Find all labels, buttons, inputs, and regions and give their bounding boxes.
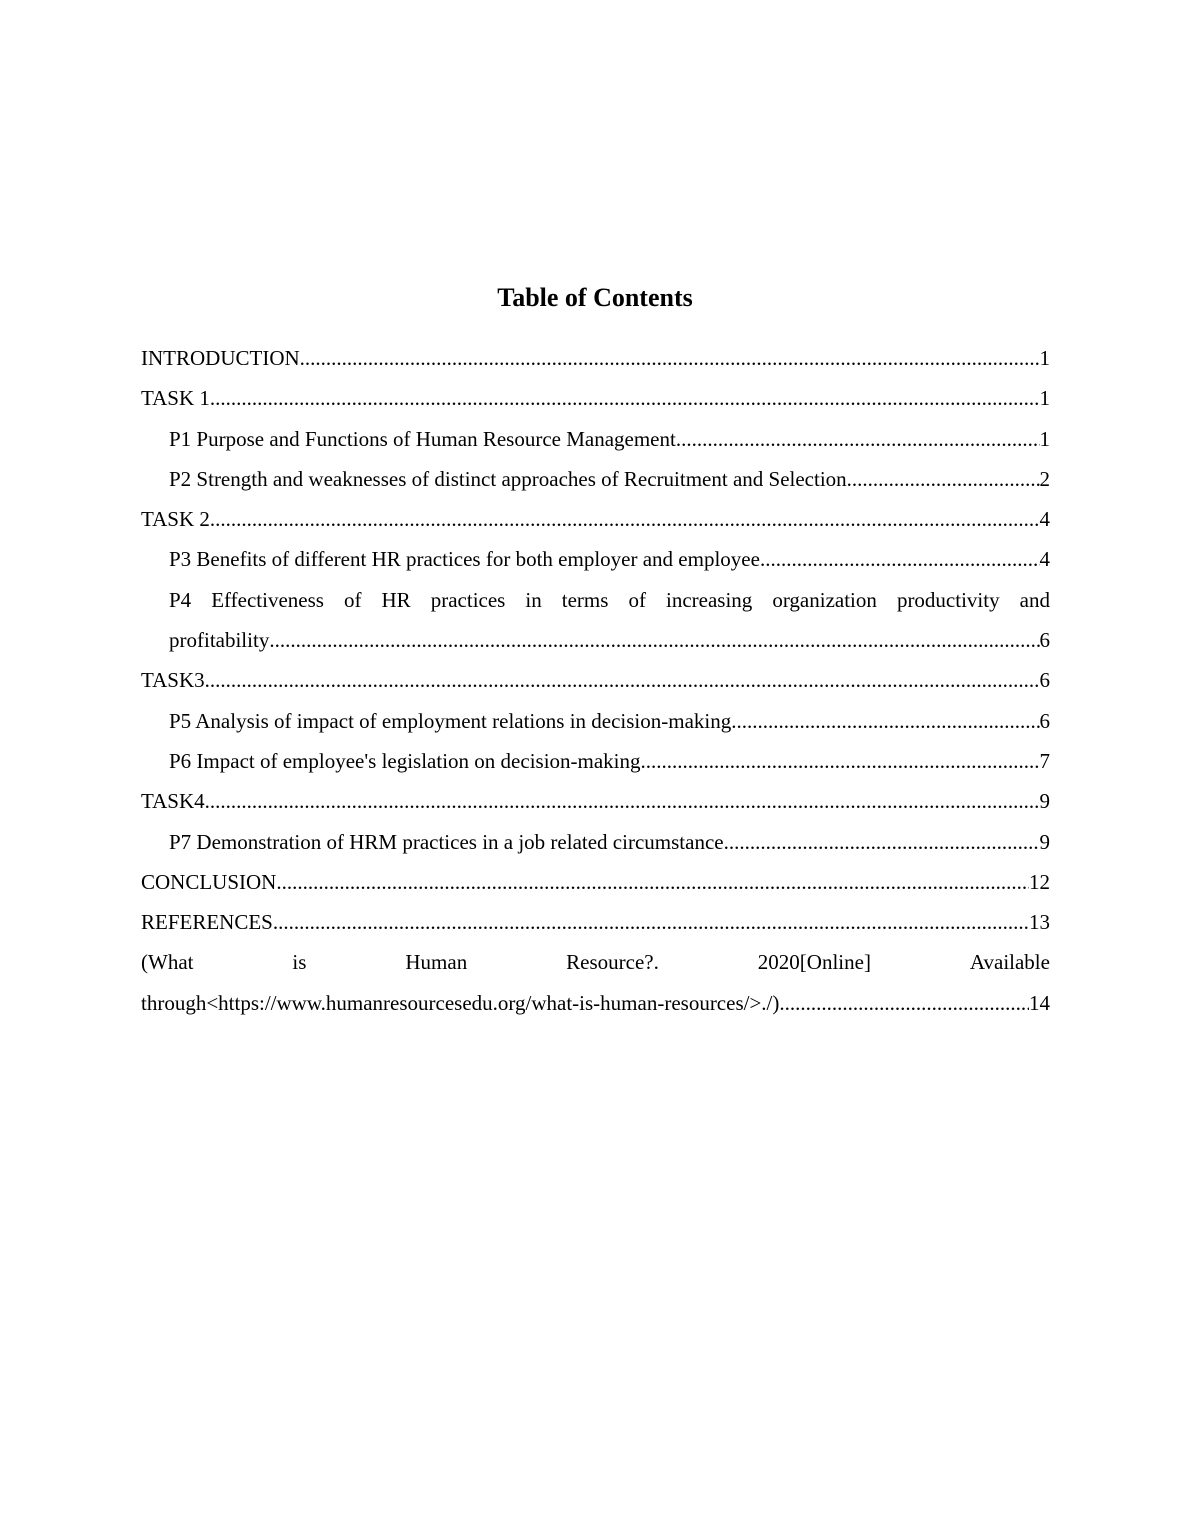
toc-entry-task-2[interactable] [141, 499, 1050, 539]
toc-entry-conclusion[interactable] [141, 862, 1050, 902]
toc-word: of [343, 587, 362, 612]
toc-page-number: 12 [1029, 869, 1050, 894]
toc-dot-leader [300, 338, 1040, 378]
toc-page-number: 6 [1039, 708, 1050, 733]
toc-dot-leader [269, 620, 1039, 660]
toc-page-number: 2 [1039, 466, 1050, 491]
toc-entry-p3[interactable] [141, 539, 1050, 579]
toc-word: Resource?. [566, 950, 659, 975]
toc-word: HR [381, 587, 411, 612]
toc-entry-references[interactable] [141, 902, 1050, 942]
toc-dot-leader [205, 660, 1040, 700]
toc-word: is [292, 950, 307, 975]
toc-entry-task-3[interactable] [141, 660, 1050, 700]
toc-entry-p4-line2[interactable] [141, 620, 1050, 660]
toc-dot-leader [852, 459, 1040, 499]
toc-dot-leader [731, 701, 1039, 741]
toc-page-number: 9 [1039, 829, 1050, 854]
toc-entry-task-1[interactable] [141, 378, 1050, 418]
toc-entry-label: profitability [169, 628, 270, 653]
toc-entry-label: TASK4 [141, 789, 205, 814]
toc-entry-label: INTRODUCTION [141, 346, 300, 370]
toc-entry-label: P2 Strength and weaknesses of distinct approaches of Recruitment and Selection. [169, 466, 852, 491]
toc-word: productivity [896, 587, 1000, 612]
toc-entry-p4-line1[interactable] [141, 580, 1050, 620]
toc-entry-label: CONCLUSION [141, 869, 277, 894]
toc-entry-reference-line2[interactable] [141, 983, 1050, 1023]
toc-dot-leader [210, 499, 1040, 539]
toc-entry-p2[interactable] [141, 459, 1050, 499]
toc-entry-label: through<https://www.humanresourcesedu.org/what-is-human-resources/>./) [141, 990, 780, 1015]
toc-entry-label: P5 Analysis of impact of employment relations in decision-making [169, 708, 732, 733]
toc-word: terms [561, 587, 609, 612]
toc-page-number: 7 [1039, 748, 1050, 773]
toc-page-number: 4 [1039, 547, 1050, 572]
toc-entry-reference-line1[interactable] [141, 942, 1050, 982]
toc-entry-label: P6 Impact of employee's legislation on decision-making [169, 748, 641, 773]
toc-page-number: 13 [1029, 910, 1050, 935]
toc-entry-label: P3 Benefits of different HR practices for both employer and employee [169, 547, 760, 572]
toc-page-number: 1 [1039, 346, 1050, 370]
toc-entry-p7[interactable] [141, 822, 1050, 862]
toc-dot-leader [760, 539, 1040, 579]
toc-entry-label: P1 Purpose and Functions of Human Resource Management. [169, 426, 682, 451]
toc-entry-label: REFERENCES [141, 910, 273, 935]
toc-word: organization [772, 587, 877, 612]
toc-entry-p1[interactable] [141, 419, 1050, 459]
toc-entry-label: P7 Demonstration of HRM practices in a job related circumstance [169, 829, 724, 854]
toc-dot-leader [681, 419, 1039, 459]
toc-word: in [525, 587, 542, 612]
toc-entry-task-4[interactable] [141, 781, 1050, 821]
toc-page-number: 1 [1039, 426, 1050, 451]
toc-entry-introduction[interactable] [141, 338, 1050, 378]
toc-dot-leader [641, 741, 1040, 781]
toc-dot-leader [276, 862, 1029, 902]
toc-entry-p6[interactable] [141, 741, 1050, 781]
toc-word: Available [969, 950, 1050, 975]
toc-word: and [1019, 587, 1050, 612]
toc-entry-label: TASK 1 [141, 386, 210, 411]
toc-word: practices [430, 587, 506, 612]
toc-page-number: 6 [1039, 628, 1050, 653]
toc-entry-p5[interactable] [141, 701, 1050, 741]
toc-word: P4 [169, 587, 192, 612]
toc-page-number: 6 [1039, 668, 1050, 693]
toc-word: Human [405, 950, 468, 975]
toc-dot-leader [210, 378, 1040, 418]
toc-entry-label: TASK 2 [141, 507, 210, 532]
toc-dot-leader [273, 902, 1029, 942]
toc-dot-leader [205, 781, 1040, 821]
toc-page-number: 14 [1029, 990, 1050, 1015]
toc-word: (What [141, 950, 194, 975]
toc-word: Effectiveness [211, 587, 324, 612]
toc-word: of [628, 587, 646, 612]
toc-dot-leader [779, 983, 1029, 1023]
toc-dot-leader [724, 822, 1040, 862]
toc-word: 2020[Online] [757, 950, 871, 975]
toc-page-number: 4 [1039, 507, 1050, 532]
toc-title: Table of Contents [497, 283, 693, 312]
toc-word: increasing [665, 587, 753, 612]
toc-page-number: 9 [1039, 789, 1050, 814]
table-of-contents [141, 338, 1050, 1023]
toc-page-number: 1 [1039, 386, 1050, 411]
toc-entry-label: TASK3 [141, 668, 205, 693]
